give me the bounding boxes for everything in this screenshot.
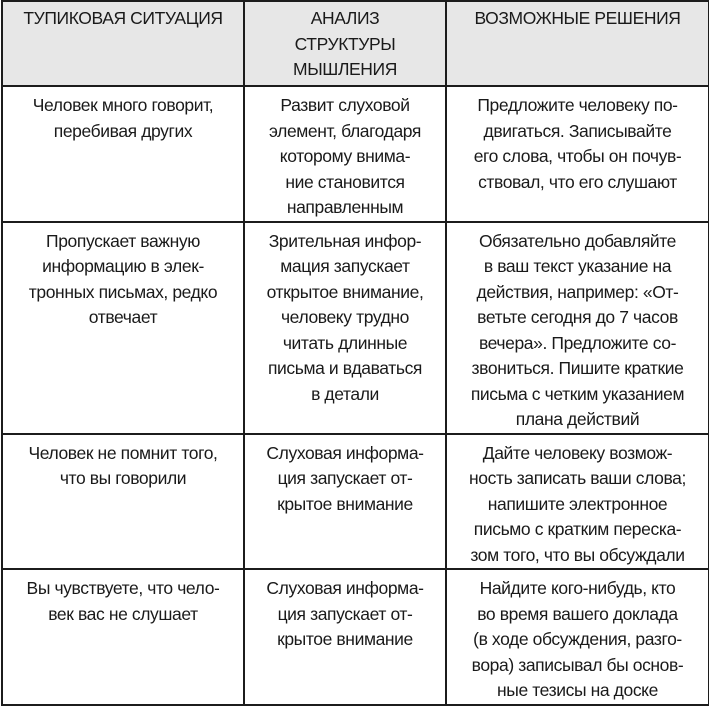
cell-line: Слуховая информа-: [266, 578, 424, 598]
cell-line: тронных письмах, редко: [28, 281, 218, 302]
cell-line: Зрительная инфор-: [268, 230, 422, 251]
header-solutions: [446, 1, 709, 86]
cell-line: информацию в элек-: [42, 256, 204, 276]
analysis-cell: [244, 434, 446, 570]
cell-line: ние становится: [285, 171, 405, 192]
solution-cell: [446, 434, 709, 570]
cell-line: ные тезисы на доске: [497, 680, 658, 700]
header-line: ТУПИКОВАЯ СИТУАЦИЯ: [23, 8, 223, 28]
thinking-structure-table: [1, 0, 709, 706]
cell-line: Слуховая информа-: [266, 442, 424, 463]
cell-line: вора) записывал бы основ-: [471, 654, 684, 675]
cell-line: напишите электронное: [487, 493, 668, 514]
cell-line: ция запускает от-: [277, 468, 413, 488]
cell-line: перебивая других: [53, 120, 193, 141]
situation-cell: [2, 434, 244, 570]
cell-line: письма и вдаваться: [267, 358, 423, 378]
cell-line: крытое внимание: [277, 629, 413, 649]
cell-line: элемент, благодаря: [268, 120, 421, 141]
situation-cell: [2, 222, 244, 434]
cell-line: звониться. Пишите краткие: [471, 358, 684, 378]
cell-line: ветьте сегодня до 7 часов: [477, 307, 678, 327]
cell-line: Развит слуховой: [280, 95, 410, 115]
solution-cell: [446, 569, 709, 705]
cell-line: вечера». Предложите со-: [478, 332, 677, 353]
header-line: СТРУКТУРЫ: [294, 33, 396, 54]
header-row: [2, 1, 709, 86]
header-analysis: [244, 1, 446, 86]
table-row: [2, 86, 709, 222]
cell-line: ность записать ваши слова;: [469, 468, 686, 488]
cell-line: Найдите кого-нибудь, кто: [479, 578, 676, 598]
cell-line: направленным: [286, 197, 404, 217]
cell-line: Человек много говорит,: [32, 95, 214, 115]
cell-line: во время вашего доклада: [477, 603, 678, 624]
cell-line: отвечает: [88, 307, 158, 327]
table-row: [2, 222, 709, 434]
situation-cell: [2, 569, 244, 705]
analysis-cell: [244, 86, 446, 222]
table-row: [2, 434, 709, 570]
cell-line: в детали: [311, 383, 379, 404]
cell-line: век вас не слушает: [48, 603, 198, 624]
cell-line: ция запускает от-: [277, 603, 413, 624]
header-line: ВОЗМОЖНЫЕ РЕШЕНИЯ: [474, 8, 681, 28]
cell-line: письма с четким указанием: [470, 383, 685, 404]
cell-line: в ваш текст указание на: [483, 256, 672, 276]
cell-line: двигаться. Записывайте: [483, 120, 672, 141]
header-situation: [2, 1, 244, 86]
situation-cell: [2, 86, 244, 222]
cell-line: человеку трудно: [280, 307, 410, 327]
cell-line: крытое внимание: [277, 493, 413, 514]
table-row: [2, 569, 709, 705]
cell-line: его слова, чтобы он почув-: [473, 146, 682, 166]
cell-line: письмо с кратким переска-: [473, 519, 682, 539]
analysis-cell: [244, 569, 446, 705]
cell-line: Обязательно добавляйте: [478, 230, 677, 251]
cell-line: что вы говорили: [59, 468, 187, 488]
cell-line: Предложите человеку по-: [477, 95, 678, 115]
cell-line: мация запускает: [280, 256, 410, 276]
cell-line: (в ходе обсуждения, разго-: [473, 629, 682, 649]
header-line: АНАЛИЗ: [310, 8, 380, 28]
cell-line: которому внима-: [279, 146, 411, 166]
solution-cell: [446, 86, 709, 222]
cell-line: Вы чувствуете, что чело-: [26, 578, 220, 598]
cell-line: зом того, что вы обсуждали: [470, 544, 685, 565]
cell-line: читать длинные: [282, 332, 408, 353]
cell-line: плана действий: [515, 409, 640, 429]
cell-line: открытое внимание,: [266, 281, 424, 302]
header-line: МЫШЛЕНИЯ: [293, 59, 397, 79]
solution-cell: [446, 222, 709, 434]
analysis-cell: [244, 222, 446, 434]
cell-line: действия, например: «От-: [476, 281, 679, 302]
cell-line: Человек не помнит того,: [28, 442, 218, 463]
cell-line: Пропускает важную: [46, 230, 200, 251]
cell-line: ствовал, что его слушают: [478, 171, 677, 192]
cell-line: Дайте человеку возмож-: [482, 442, 673, 463]
